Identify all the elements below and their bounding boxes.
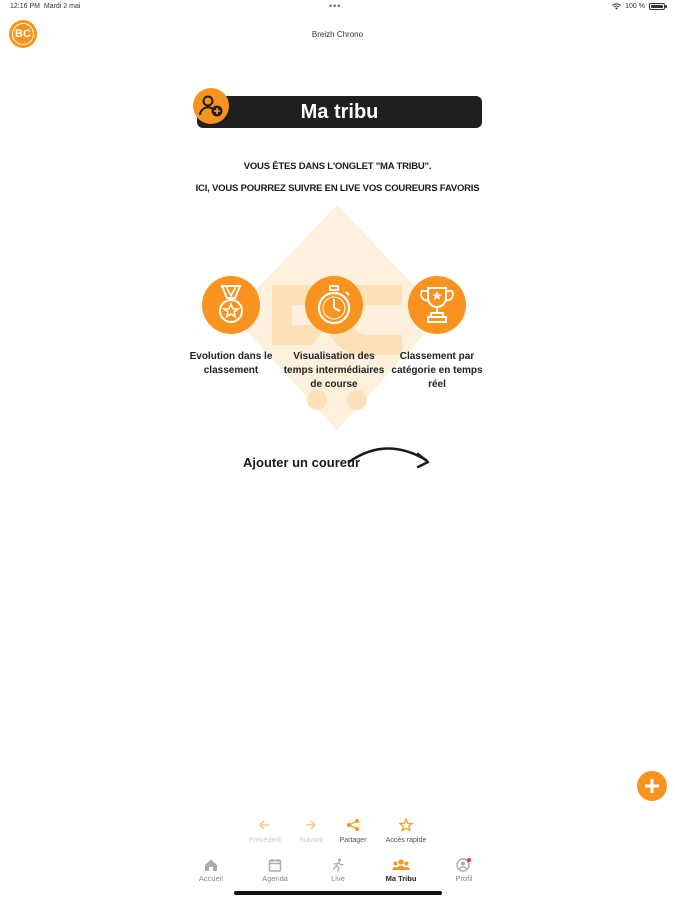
battery-percent: 100 % xyxy=(625,3,645,10)
intro-line-1: VOUS ÊTES DANS L'ONGLET "MA TRIBU". xyxy=(243,161,432,172)
trophy-icon xyxy=(408,276,466,334)
share-icon xyxy=(323,817,383,833)
tab-accueil-label: Accueil xyxy=(198,874,224,883)
tab-ma-tribu[interactable] xyxy=(371,858,431,883)
ma-tribu-banner xyxy=(197,96,482,128)
wifi-icon xyxy=(612,3,621,10)
feature-label-classement: Evolution dans le classement xyxy=(189,351,273,376)
previous-label: Précédent xyxy=(249,837,281,844)
stopwatch-icon xyxy=(305,276,363,334)
status-bar xyxy=(0,0,675,16)
tab-live-label: Live xyxy=(331,874,345,883)
share-button[interactable] xyxy=(323,817,383,844)
share-label: Partager xyxy=(339,837,367,844)
feature-label-categorie: Classement par catégorie en temps réel xyxy=(391,351,483,390)
medal-icon xyxy=(202,276,260,334)
tab-live[interactable] xyxy=(308,858,368,883)
home-indicator[interactable] xyxy=(234,891,442,895)
quick-access-label: Accès rapide xyxy=(385,837,427,844)
next-label: Suivant xyxy=(299,837,323,844)
tab-agenda[interactable] xyxy=(245,858,305,883)
group-icon xyxy=(392,858,410,872)
tab-ma-tribu-label: Ma Tribu xyxy=(385,874,417,883)
status-right xyxy=(612,3,665,10)
battery-icon xyxy=(649,3,665,10)
home-icon xyxy=(204,858,218,872)
star-icon xyxy=(376,817,436,833)
plus-icon xyxy=(644,778,660,794)
battery-fill xyxy=(651,5,663,8)
tab-profil[interactable] xyxy=(434,858,494,883)
add-fab-button[interactable] xyxy=(637,771,667,801)
quick-access-button[interactable] xyxy=(376,817,436,844)
curved-arrow-icon xyxy=(346,442,436,470)
status-time: 12:16 PM Mardi 2 mai xyxy=(10,3,81,10)
app-title: Breizh Chrono xyxy=(311,30,364,39)
feature-label-temps: Visualisation des temps intermédiaires de course xyxy=(283,351,385,390)
banner-title: Ma tribu xyxy=(300,100,379,123)
tab-accueil[interactable] xyxy=(181,858,241,883)
multitasking-dots[interactable]: ••• xyxy=(329,1,342,11)
add-runner-label[interactable]: Ajouter un coureur xyxy=(243,455,361,470)
app-logo-text: BC xyxy=(12,23,34,45)
calendar-icon xyxy=(268,858,282,872)
runner-icon xyxy=(331,858,345,872)
tab-agenda-label: Agenda xyxy=(262,874,288,883)
tab-profil-label: Profil xyxy=(455,874,473,883)
profile-icon xyxy=(456,858,472,872)
add-follower-icon xyxy=(193,88,229,124)
intro-line-2: ICI, VOUS POURREZ SUIVRE EN LIVE VOS COUREURS FAVORIS xyxy=(195,183,480,194)
